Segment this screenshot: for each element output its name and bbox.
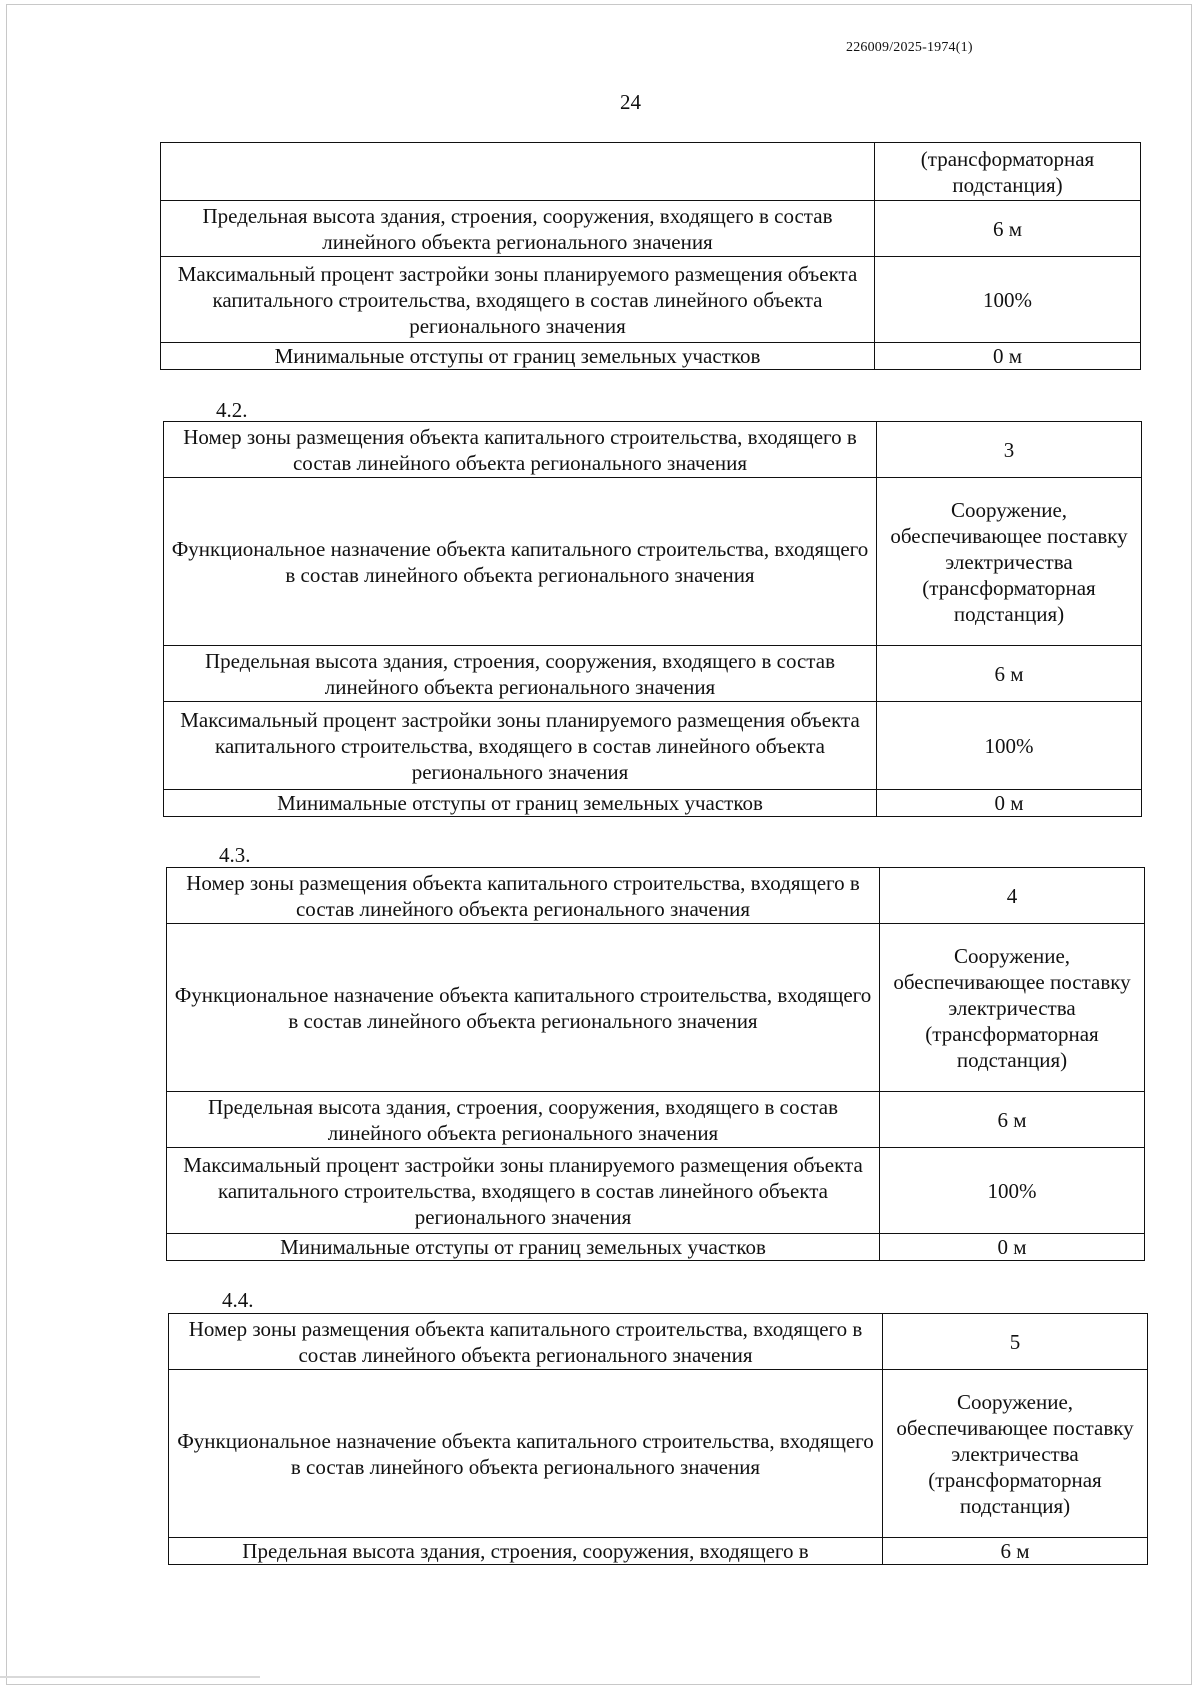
- table-row: [167, 868, 1145, 924]
- section-table: [168, 1313, 1148, 1565]
- scan-edge-mark: [0, 1676, 260, 1678]
- table-row: [164, 790, 1142, 817]
- param-label: Минимальные отступы от границ земельных участков: [164, 790, 877, 817]
- param-label: [161, 143, 875, 201]
- table-row: [164, 478, 1142, 646]
- section-number: 4.3.: [219, 843, 251, 867]
- param-value: 4: [880, 868, 1145, 924]
- param-label: Максимальный процент застройки зоны планируемого размещения объекта капитального строительства, входящего в состав линейного объекта регионального значения: [167, 1148, 880, 1234]
- param-label: Функциональное назначение объекта капитального строительства, входящего в состав линейного объекта регионального значения: [169, 1370, 883, 1538]
- param-value: 0 м: [880, 1234, 1145, 1261]
- param-value: (трансформаторная подстанция): [875, 143, 1141, 201]
- param-value: 100%: [880, 1148, 1145, 1234]
- table-row: [164, 702, 1142, 790]
- table-continued: [160, 142, 1141, 370]
- param-label: Номер зоны размещения объекта капитального строительства, входящего в состав линейного объекта регионального значения: [164, 422, 877, 478]
- table-row: [167, 924, 1145, 1092]
- document-id: 226009/2025-1974(1): [846, 40, 973, 55]
- param-label: Предельная высота здания, строения, сооружения, входящего в состав линейного объекта регионального значения: [164, 646, 877, 702]
- param-value: 100%: [877, 702, 1142, 790]
- table-row: [169, 1314, 1148, 1370]
- section-table: [163, 421, 1142, 817]
- param-value: 5: [883, 1314, 1148, 1370]
- param-value: Сооружение, обеспечивающее поставку электричества (трансформаторная подстанция): [883, 1370, 1148, 1538]
- param-label: Предельная высота здания, строения, сооружения, входящего в состав линейного объекта регионального значения: [167, 1092, 880, 1148]
- table-row: [167, 1148, 1145, 1234]
- table-row: [167, 1092, 1145, 1148]
- param-label: Максимальный процент застройки зоны планируемого размещения объекта капитального строительства, входящего в состав линейного объекта регионального значения: [164, 702, 877, 790]
- table-row: [169, 1370, 1148, 1538]
- section-number: 4.2.: [216, 398, 248, 422]
- param-label: Предельная высота здания, строения, сооружения, входящего в состав линейного объекта регионального значения: [161, 201, 875, 257]
- section-number: 4.4.: [222, 1288, 254, 1312]
- param-label: Предельная высота здания, строения, сооружения, входящего в: [169, 1538, 883, 1565]
- table-row: [161, 257, 1141, 343]
- param-value: 6 м: [883, 1538, 1148, 1565]
- param-value: 6 м: [880, 1092, 1145, 1148]
- table-row: [161, 343, 1141, 370]
- section-table: [166, 867, 1145, 1261]
- param-value: 100%: [875, 257, 1141, 343]
- table-row: [164, 422, 1142, 478]
- table-row: [161, 201, 1141, 257]
- param-value: Сооружение, обеспечивающее поставку электричества (трансформаторная подстанция): [880, 924, 1145, 1092]
- param-value: 3: [877, 422, 1142, 478]
- table-row: [169, 1538, 1148, 1565]
- param-label: Максимальный процент застройки зоны планируемого размещения объекта капитального строительства, входящего в состав линейного объекта регионального значения: [161, 257, 875, 343]
- table-row: [167, 1234, 1145, 1261]
- page-number: 24: [620, 90, 641, 114]
- param-value: 6 м: [875, 201, 1141, 257]
- param-label: Функциональное назначение объекта капитального строительства, входящего в состав линейного объекта регионального значения: [164, 478, 877, 646]
- table-row: [161, 143, 1141, 201]
- param-label: Номер зоны размещения объекта капитального строительства, входящего в состав линейного объекта регионального значения: [169, 1314, 883, 1370]
- param-value: Сооружение, обеспечивающее поставку электричества (трансформаторная подстанция): [877, 478, 1142, 646]
- param-label: Минимальные отступы от границ земельных участков: [161, 343, 875, 370]
- param-value: 0 м: [875, 343, 1141, 370]
- param-value: 6 м: [877, 646, 1142, 702]
- param-value: 0 м: [877, 790, 1142, 817]
- param-label: Минимальные отступы от границ земельных участков: [167, 1234, 880, 1261]
- param-label: Номер зоны размещения объекта капитального строительства, входящего в состав линейного объекта регионального значения: [167, 868, 880, 924]
- param-label: Функциональное назначение объекта капитального строительства, входящего в состав линейного объекта регионального значения: [167, 924, 880, 1092]
- table-row: [164, 646, 1142, 702]
